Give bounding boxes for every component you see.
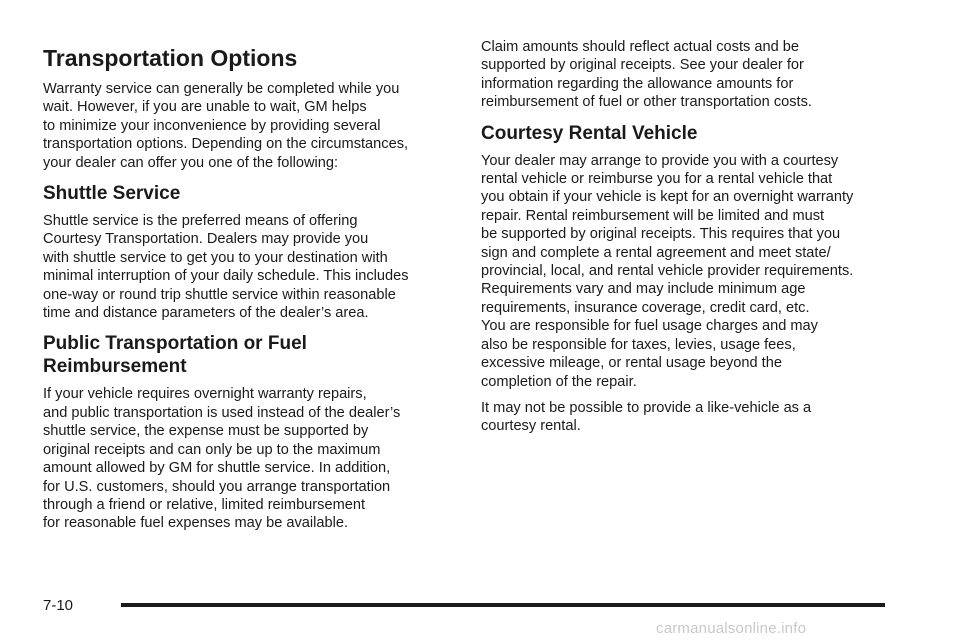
- shuttle-service-heading: Shuttle Service: [43, 183, 181, 205]
- like-vehicle-paragraph: It may not be possible to provide a like-vehicle as a courtesy rental.: [481, 399, 812, 435]
- page-number: 7-10: [43, 597, 74, 614]
- shuttle-service-paragraph: Shuttle service is the preferred means of offering Courtesy Transportation. Dealers may provide you with shuttle service to get you to your destination with minimal interruption of your daily schedule. This includes one-way or round trip shuttle service within reasonable time and distance parameters of the dealer’s area.: [43, 213, 409, 322]
- public-transportation-paragraph: If your vehicle requires overnight warranty repairs, and public transportation is used instead of the dealer’s shuttle service, the expense must be supported by original receipts and can only be up to the maximum amount allowed by GM for shuttle service. In addition, for U.S. customers, should you arrange transportation through a friend or relative, limited reimbursement for reasonable fuel expenses may be available.: [43, 386, 401, 532]
- courtesy-rental-heading: Courtesy Rental Vehicle: [481, 122, 698, 144]
- right-column: [481, 38, 901, 444]
- public-transportation-heading: Public Transportation or Fuel Reimbursement: [43, 333, 307, 378]
- footer-rule: [121, 603, 885, 607]
- courtesy-rental-paragraph: Your dealer may arrange to provide you with a courtesy rental vehicle or reimburse you for a rental vehicle that you obtain if your vehicle is kept for an overnight warranty repair. Rental reimbursement will be limited and must be supported by original receipts. This requires that you sign and complete a rental agreement and meet state/ provincial, local, and rental vehicle provider requirements. Requirements vary and may include minimum age requirements, insurance coverage, credit card, etc. You are responsible for fuel usage charges and may also be responsible for taxes, levies, usage fees, excessive mileage, or rental usage beyond the completion of the repair.: [481, 152, 854, 390]
- claim-amounts-paragraph: Claim amounts should reflect actual costs and be supported by original receipts. See your dealer for information regarding the allowance amounts for reimbursement of fuel or other transportation costs.: [481, 39, 812, 111]
- watermark-text: carmanualsonline.info: [656, 620, 807, 637]
- intro-paragraph: Warranty service can generally be completed while you wait. However, if you are unable to wait, GM helps to minimize your inconvenience by providing several transportation options. Depending on the circumstances, your dealer can offer you one of the following:: [43, 81, 409, 171]
- left-column: [43, 38, 455, 541]
- page-title: Transportation Options: [43, 45, 298, 71]
